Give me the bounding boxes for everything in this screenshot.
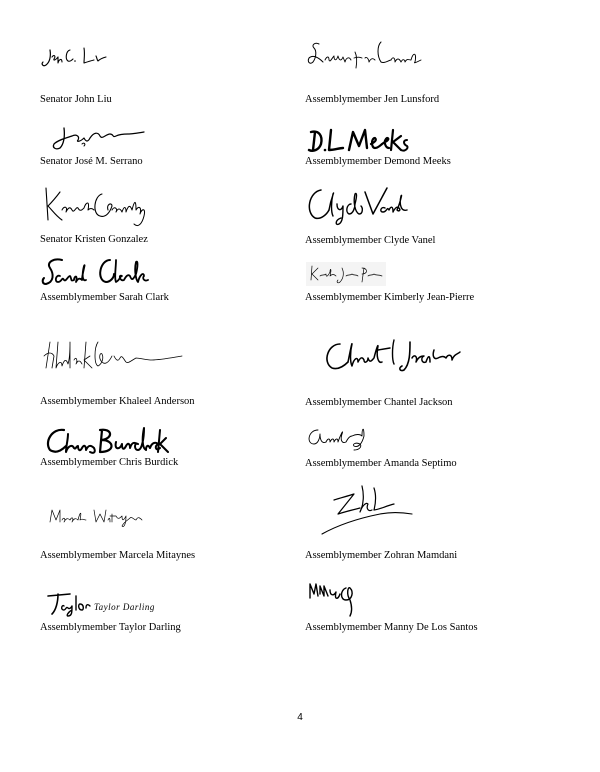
signature-delossantos xyxy=(306,578,366,618)
signature-lunsford xyxy=(305,38,425,74)
signature-vanel xyxy=(303,184,413,228)
signature-jean-pierre xyxy=(306,262,386,286)
signer-name-gonzalez: Senator Kristen Gonzalez xyxy=(40,234,148,245)
signer-name-jackson: Assemblymember Chantel Jackson xyxy=(305,397,453,408)
signature-liu xyxy=(40,44,110,70)
signature-serrano xyxy=(42,122,152,154)
darling-signature-lettering: Taylor Darling xyxy=(94,602,155,612)
signer-name-burdick: Assemblymember Chris Burdick xyxy=(40,457,179,468)
signature-jackson xyxy=(318,336,468,376)
signer-name-vanel: Assemblymember Clyde Vanel xyxy=(305,235,436,246)
signer-name-mamdani: Assemblymember Zohran Mamdani xyxy=(305,550,458,561)
signer-name-jean-pierre: Assemblymember Kimberly Jean-Pierre xyxy=(305,292,475,303)
signer-name-clark: Assemblymember Sarah Clark xyxy=(40,292,169,303)
signer-name-septimo: Assemblymember Amanda Septimo xyxy=(305,458,457,469)
signer-name-delossantos: Assemblymember Manny De Los Santos xyxy=(305,622,478,633)
signature-septimo xyxy=(304,424,374,452)
signer-name-liu: Senator John Liu xyxy=(40,94,112,105)
signer-name-mitaynes: Assemblymember Marcela Mitaynes xyxy=(40,550,196,561)
signature-mamdani xyxy=(320,484,420,538)
signer-name-serrano: Senator José M. Serrano xyxy=(40,156,143,167)
signer-name-darling: Assemblymember Taylor Darling xyxy=(40,622,181,633)
signature-anderson xyxy=(40,338,190,378)
signature-mitaynes xyxy=(46,506,146,530)
signature-gonzalez xyxy=(40,184,160,232)
signer-name-meeks: Assemblymember Demond Meeks xyxy=(305,156,451,167)
signature-clark xyxy=(40,254,152,290)
signer-name-lunsford: Assemblymember Jen Lunsford xyxy=(305,94,440,105)
signature-burdick xyxy=(42,424,172,458)
signer-name-anderson: Assemblymember Khaleel Anderson xyxy=(40,396,195,407)
signature-darling xyxy=(44,590,154,620)
page-number: 4 xyxy=(297,712,303,723)
signature-meeks xyxy=(305,126,415,156)
